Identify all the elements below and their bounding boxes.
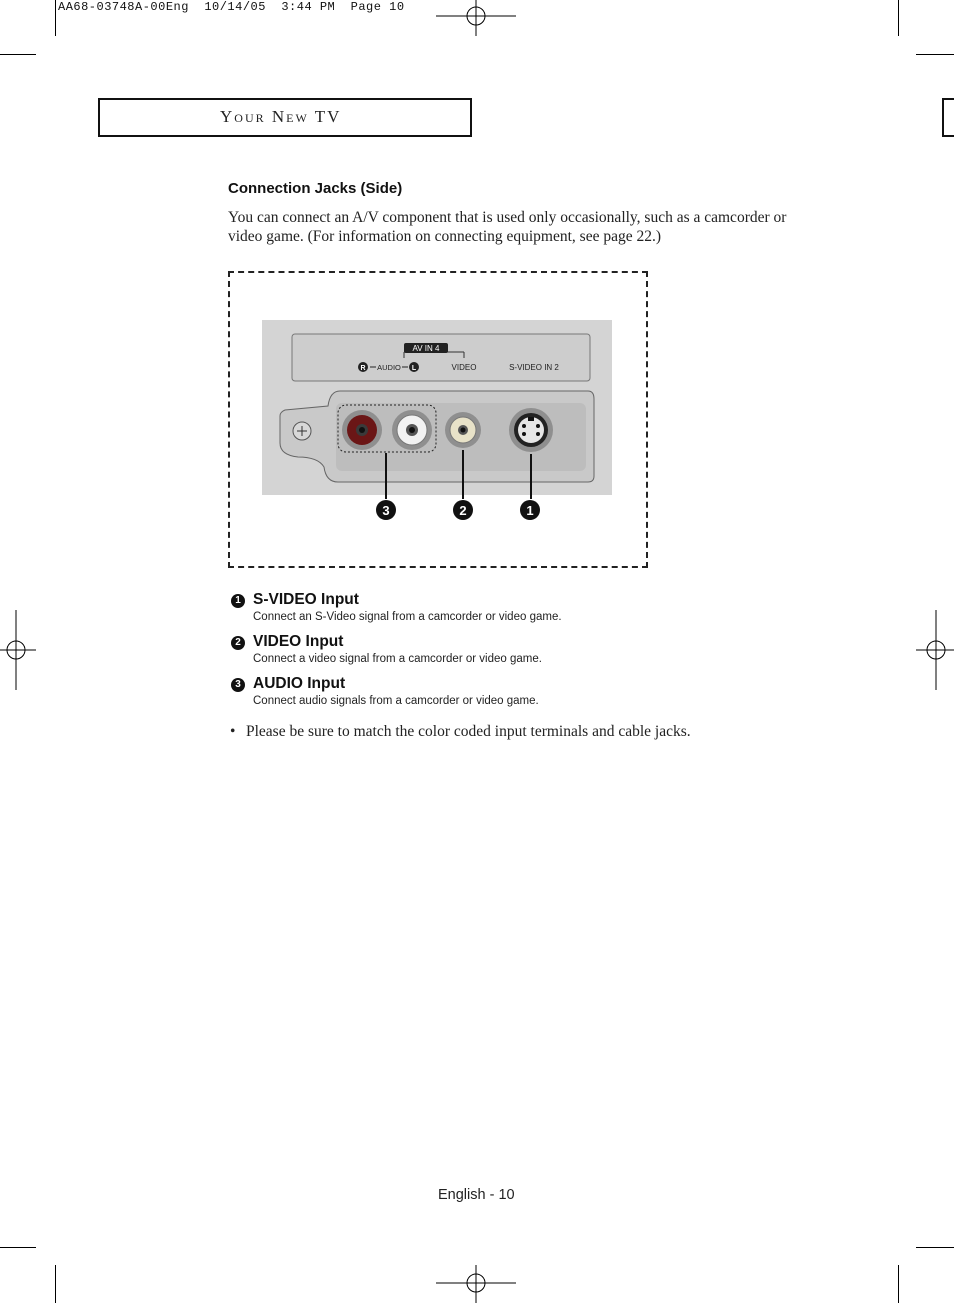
intro-paragraph: You can connect an A/V component that is used only occasionally, such as a camcorder or video game. (For information on connecting equipment, see page 22.): [228, 209, 787, 245]
item-label: AUDIO Input: [253, 675, 346, 692]
item-label: S-VIDEO Input: [253, 591, 359, 608]
section-header-box: [98, 98, 472, 137]
bullet-icon: •: [230, 723, 236, 740]
crop-mark: [898, 0, 899, 36]
callout-2: 2: [459, 503, 467, 518]
note-bullet: [230, 723, 691, 741]
crop-mark: [55, 1265, 56, 1303]
panel-label-audio: AUDIO: [377, 363, 401, 372]
item-description: Connect an S-Video signal from a camcorder or video game.: [253, 611, 562, 623]
crop-mark: [916, 1247, 954, 1248]
item-number: 1: [231, 594, 245, 608]
crop-mark: [0, 1247, 36, 1248]
panel-label-audio-l: L: [411, 365, 417, 372]
item-description: Connect a video signal from a camcorder or video game.: [253, 653, 542, 665]
crop-mark: [55, 0, 56, 36]
print-slug: AA68-03748A-00Eng 10/14/05 3:44 PM Page 10: [58, 0, 405, 14]
panel-label-audio-r: R: [360, 365, 366, 372]
item-number: 3: [231, 678, 245, 692]
item-number: 2: [231, 636, 245, 650]
registration-mark-right: [916, 610, 954, 690]
panel-label-video: VIDEO: [451, 363, 477, 372]
callout-3: 3: [382, 503, 390, 518]
callout-1: 1: [526, 503, 534, 518]
section-title: Your New TV: [220, 107, 342, 126]
crop-mark: [916, 54, 954, 55]
panel-label-av-in: AV IN 4: [412, 344, 440, 353]
page-side-tab: [942, 98, 954, 137]
note-text: Please be sure to match the color coded input terminals and cable jacks.: [246, 723, 691, 740]
item-description: Connect audio signals from a camcorder or video game.: [253, 695, 539, 707]
crop-mark: [898, 1265, 899, 1303]
page-footer: English - 10: [438, 1187, 515, 1203]
registration-mark-left: [0, 610, 36, 690]
panel-label-svideo: S-VIDEO IN 2: [509, 363, 559, 372]
item-label: VIDEO Input: [253, 633, 344, 650]
registration-mark-top: [436, 0, 516, 36]
section-heading: Connection Jacks (Side): [228, 180, 403, 197]
side-jacks-illustration: [228, 271, 648, 568]
crop-mark: [0, 54, 36, 55]
registration-mark-bottom: [436, 1265, 516, 1303]
